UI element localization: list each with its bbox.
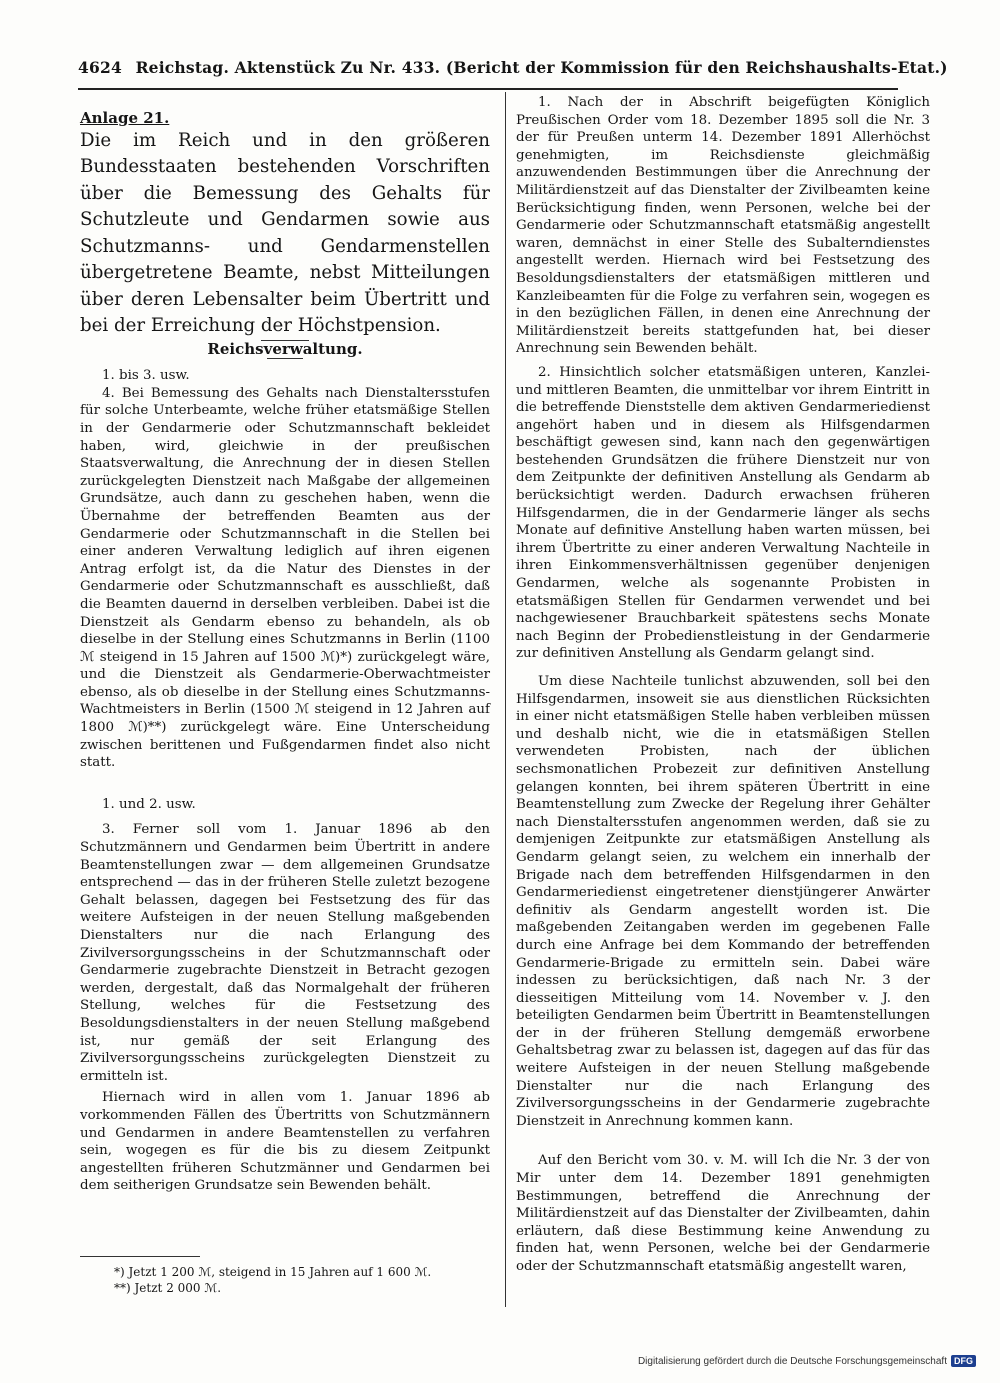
page-number: 4624 bbox=[78, 58, 122, 77]
paragraph: 1. Nach der in Abschrift beigefügten Königlich Preußischen Order vom 18. Dezember 1895 soll die Nr. 3 der für Preußen unterm 14. Dezember 1891 Allerhöchst genehmigten, im Reichsdienste gleichmäßig anzuwendenden Bestimmungen über die Anrechnung der Militärdienstzeit auf das Dienstalter der Zivilbeamten keine Berücksichtigung finden, wenn Personen, welche bei der Gendarmerie oder Schutzmannschaft etatsmäßig angestellt waren, demnächst in einer Stelle des Subalterndienstes angestellt werden. Hiernach wird bei Festsetzung des Besoldungsdienstalters der etatsmäßigen mittleren und Kanzleibeamten für die Folge zu verfahren sein, wogegen es in den bezüglichen Fällen, in denen eine Anrechnung der Militärdienstzeit bereits stattgefunden hat, bei dieser Anrechnung sein Bewenden behält. bbox=[516, 95, 930, 357]
dfg-logo-icon: DFG bbox=[951, 1355, 976, 1367]
paragraph: 4. Bei Bemessung des Gehalts nach Dienstaltersstufen für solche Unterbeamte, welche früher etatsmäßige Stellen in der Gendarmerie oder Schutzmannschaft bekleidet haben, wird, gleichwie in der preußischen Staatsverwaltung, die Anrechnung der in diesen Stellen zurückgelegten Dienstzeit nach Maßgabe der allgemeinen Grundsätze, auch dann zu geschehen haben, wenn die Übernahme der betreffenden Beamten aus der Gendarmerie oder Schutzmannschaft in die Stellen bei einer anderen Verwaltung lediglich auf ihren eigenen Antrag erfolgt ist, da die Natur des Dienstes in der Gendarmerie oder Schutzmannschaft es ausschließt, daß die Beamten dauernd in derselben verbleiben. Dabei ist die Dienstzeit als Gendarm ebenso zu behandeln, als ob dieselbe in der Stellung eines Schutzmanns in Berlin (1100 ℳ steigend in 15 Jahren auf 1500 ℳ)*) zurückgelegt wäre, und die Dienstzeit als Gendarmerie-Oberwachtmeister ebenso, als ob dieselbe in der Stellung eines Schutzmanns-Wachtmeisters in Berlin (1500 ℳ steigend in 12 Jahren auf 1800 ℳ)**) zurückgelegt wäre. Eine Unterscheidung zwischen berittenen und Fußgendarmen findet also nicht statt. bbox=[80, 385, 490, 771]
appendix-label: Anlage 21. bbox=[80, 109, 170, 127]
document-title: Die im Reich und in den größeren Bundesstaaten bestehenden Vorschriften über die Bemessung des Gehalts für Schutzleute und Gendarmen sowie aus Schutzmanns- und Gendarmenstellen übergetretene Beamte, nebst Mitteilungen über deren Lebensalter beim Übertritt und bei der Erreichung der Höchstpension. bbox=[80, 129, 490, 337]
paragraph: Auf den Bericht vom 30. v. M. will Ich die Nr. 3 der von Mir unter dem 14. Dezember 1891 genehmigten Bestimmungen, betreffend die Anrechnung der Militärdienstzeit auf das Dienstalter der Zivilbeamten, dahin erläutern, daß diese Bestimmung keine Anwendung zu finden hat, wenn Personen, welche bei der Gendarmerie oder der Schutzmannschaft etatsmäßig angestellt waren, bbox=[516, 1153, 930, 1274]
footnote-rule bbox=[80, 1256, 200, 1257]
footnote: **) Jetzt 2 000 ℳ. bbox=[114, 1280, 222, 1295]
digitization-credit bbox=[638, 1355, 976, 1367]
footnotes bbox=[80, 1256, 490, 1296]
paragraph: Um diese Nachteile tunlichst abzuwenden, soll bei den Hilfsgendarmen, insoweit sie aus dienstlichen Rücksichten in einer nicht etatsmäßigen Stelle haben verbleiben müssen und deshalb nicht, wie die in etatsmäßigen Stellen verwendeten Probisten, nach der üblichen sechsmonatlichen Probezeit zur definitiven Anstellung gelangen konnten, bei ihrem späteren Übertritt in eine Beamtenstellung zum Zwecke der Regelung ihrer Gehälter nach Dienstaltersstufen angenommen werden, daß sie zu demjenigen Zeitpunkte zur etatsmäßigen Anstellung als Gendarm gelangt seien, zu welchem ein innerhalb der Brigade nach dem betreffenden Hilfsgendarmen in den Gendarmeriedienst eingetretener dienstjüngerer Anwärter definitiv als Gendarm angestellt worden ist. Die maßgebenden Zeitangaben werden im gegebenen Falle durch eine Anfrage bei dem Kommando der betreffenden Gendarmerie-Brigade zu ermitteln sein. Dabei wäre indessen zu berücksichtigen, daß nach Nr. 3 der diesseitigen Mitteilung vom 14. November v. J. den beteiligten Gendarmen beim Übertritt in Beamtenstellungen der in der früheren Stellung demgemäß erworbene Gehaltsbetrag zwar zu belassen ist, dagegen auf das für das weitere Aufsteigen in der neuen Stellung maßgebende Dienstalter nur die nach Erlangung des Zivilversorgungsscheins in der Gendarmerie zugebrachte Dienstzeit in Anrechnung kommen kann. bbox=[516, 674, 930, 1129]
paragraph: 3. Ferner soll vom 1. Januar 1896 ab den Schutzmännern und Gendarmen beim Übertritt in andere Beamtenstellungen zwar — dem allgemeinen Grundsatze entsprechend — das in der früheren Stelle zuletzt bezogene Gehalt belassen, dagegen bei Festsetzung des für das weitere Aufsteigen in der neuen Stellung maßgebenden Dienstalters nur die nach Erlangung des Zivilversorgungsscheins in der Schutzmannschaft oder Gendarmerie zugebrachte Dienstzeit in Betracht gezogen werden, dergestalt, daß das Normalgehalt der früheren Stellung, welches für die Festsetzung des Besoldungsdienstalters in der neuen Stellung maßgebend ist, nur gemäß der seit Erlangung des Zivilversorgungsscheins zurückgelegten Dienstzeit zu ermitteln ist. bbox=[80, 822, 490, 1084]
page-header bbox=[78, 58, 948, 77]
credit-text: Digitalisierung gefördert durch die Deutsche Forschungsgemeinschaft bbox=[637, 1355, 947, 1367]
paragraph: Hiernach wird in allen vom 1. Januar 1896 ab vorkommenden Fällen des Übertritts von Schutzmännern und Gendarmen in andere Beamtenstellen zu verfahren sein, wogegen es für die bis zu diesem Zeitpunkt angestellten früheren Schutzmänner und Gendarmen bei dem seitherigen Grundsatze sein Bewenden behält. bbox=[80, 1090, 490, 1194]
left-column bbox=[80, 110, 490, 1195]
paragraph: 1. und 2. usw. bbox=[102, 796, 196, 812]
running-title: Reichstag. Aktenstück Zu Nr. 433. (Bericht der Kommission für den Reichshaushalts-Etat.) bbox=[135, 58, 948, 77]
paragraph: 1. bis 3. usw. bbox=[102, 368, 190, 384]
section-rule bbox=[267, 358, 303, 359]
header-rule bbox=[78, 88, 898, 90]
paragraph: 2. Hinsichtlich solcher etatsmäßigen unteren, Kanzlei- und mittleren Beamten, die unmittelbar vor ihrem Eintritt in die betreffende Dienststelle dem aktiven Gendarmeriedienst angehört haben und in diesem als Hilfsgendarmen beschäftigt gewesen sind, kann nach den gegenwärtigen bestehenden Grundsätzen die frühere Dienstzeit nur von dem Zeitpunkte der definitiven Anstellung als Gendarm ab berücksichtigt werden. Dadurch erwachsen früheren Hilfsgendarmen, die in der Gendarmerie länger als sechs Monate auf definitive Anstellung haben warten müssen, bei ihrem Übertritte zu einer anderen Verwaltung Nachteile in ihren Einkommensverhältnissen gegenüber denjenigen Gendarmen, welche als sogenannte Probisten in etatsmäßigen Stellen für Gendarmen verwendet und bei nachgewiesener Brauchbarkeit spätestens sechs Monate nach Beginn der Probedienstleistung in der Gendarmerie zur definitiven Anstellung als Gendarm gelangt sind. bbox=[516, 364, 930, 662]
right-column bbox=[516, 94, 930, 1276]
footnote: *) Jetzt 1 200 ℳ, steigend in 15 Jahren auf 1 600 ℳ. bbox=[114, 1265, 432, 1279]
section-heading: Reichsverwaltung. bbox=[207, 339, 363, 358]
column-divider bbox=[505, 92, 506, 1307]
